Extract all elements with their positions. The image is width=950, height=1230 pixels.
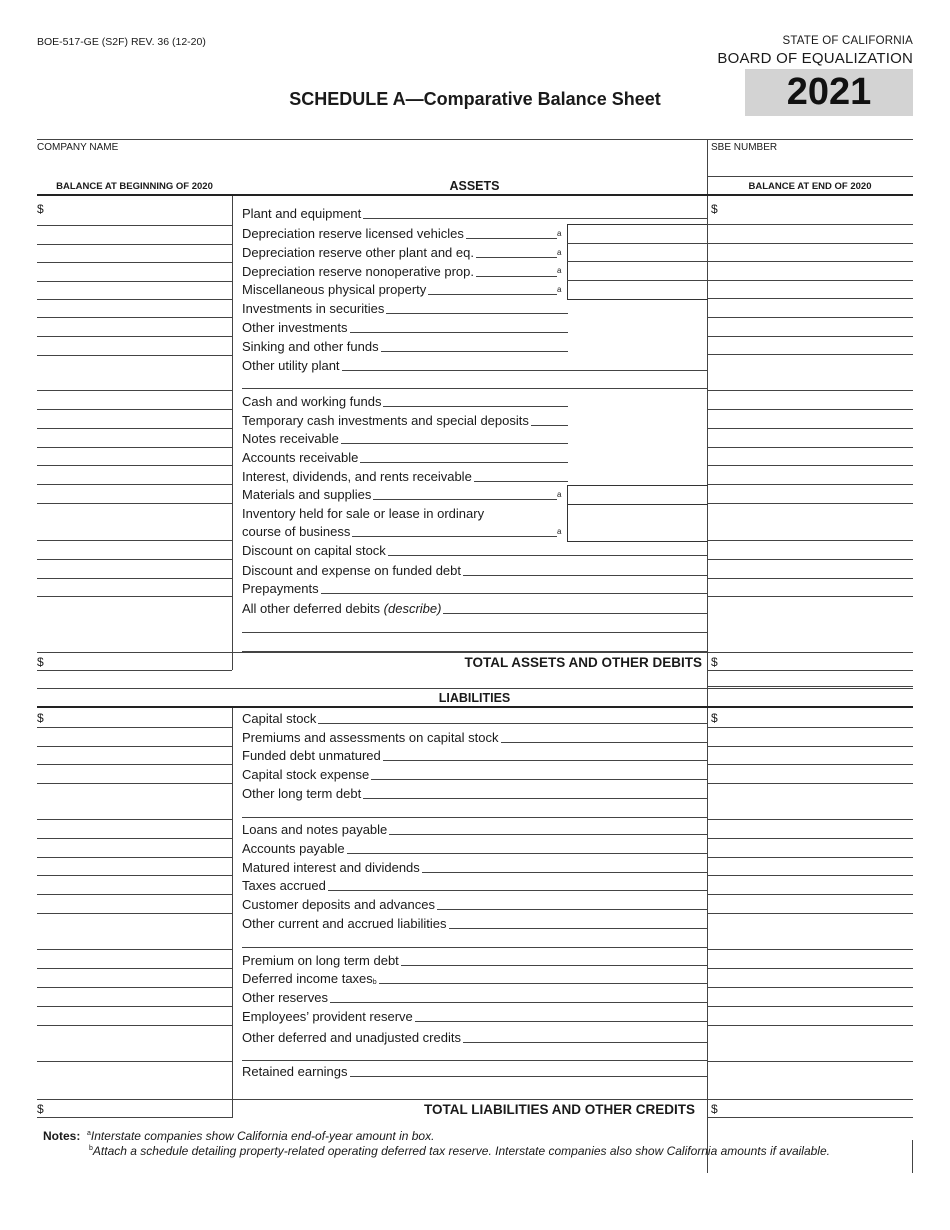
end-rule	[707, 968, 913, 969]
asset-investments-securities: Investments in securities	[242, 301, 568, 316]
end-rule	[707, 243, 913, 244]
end-rule	[707, 913, 913, 914]
liabilities-heading: LIABILITIES	[438, 691, 511, 705]
footnote-a-mark: a	[557, 266, 562, 275]
page-title: SCHEDULE A—Comparative Balance Sheet	[289, 89, 661, 109]
footnote-a-mark: a	[557, 285, 562, 294]
begin-rule	[37, 1117, 232, 1118]
assets-total-top-rule	[37, 652, 913, 653]
end-rule	[707, 503, 913, 504]
liab-premiums-capital-stock: Premiums and assessments on capital stock	[242, 730, 707, 745]
end-rule	[707, 484, 913, 485]
end-dollar-sign: $	[711, 1102, 718, 1116]
footnote-a-mark: a	[557, 248, 562, 257]
begin-rule	[37, 819, 232, 820]
begin-rule	[37, 968, 232, 969]
begin-rule	[37, 447, 232, 448]
end-rule	[707, 764, 913, 765]
begin-rule	[37, 390, 232, 391]
begin-rule	[37, 503, 232, 504]
begin-dollar-sign: $	[37, 711, 44, 725]
end-rule	[707, 746, 913, 747]
asset-dep-licensed-vehicles: Depreciation reserve licensed vehicles	[242, 226, 557, 241]
end-rule	[707, 409, 913, 410]
end-rule	[707, 224, 913, 225]
begin-rule	[37, 299, 232, 300]
sbe-number-label: SBE NUMBER	[711, 142, 778, 153]
footnote-a-mark: a	[557, 527, 562, 536]
end-rule	[707, 819, 913, 820]
end-rule	[707, 1117, 913, 1118]
liab-capital-stock-expense: Capital stock expense	[242, 767, 707, 782]
liab-employees-provident: Employees’ provident reserve	[242, 1009, 707, 1024]
california-amount-box[interactable]	[567, 504, 708, 542]
begin-rule	[37, 949, 232, 950]
begin-rule	[37, 336, 232, 337]
liab-loans-notes: Loans and notes payable	[242, 822, 707, 837]
end-rule	[707, 280, 913, 281]
begin-rule	[37, 578, 232, 579]
begin-rule	[37, 1025, 232, 1026]
begin-rule	[37, 225, 232, 226]
begin-rule	[37, 559, 232, 560]
end-rule	[707, 354, 913, 355]
end-rule	[707, 1061, 913, 1062]
box-divider	[567, 243, 707, 244]
begin-rule	[37, 244, 232, 245]
end-rule	[707, 317, 913, 318]
asset-cash-working-funds: Cash and working funds	[242, 394, 568, 409]
asset-misc-physical: Miscellaneous physical property	[242, 282, 557, 297]
asset-discount-capital-stock: Discount on capital stock	[242, 543, 707, 558]
end-rule	[707, 447, 913, 448]
asset-inventory-line1: Inventory held for sale or lease in ordinary	[242, 506, 485, 521]
end-rule	[707, 670, 913, 671]
liab-funded-debt: Funded debt unmatured	[242, 748, 707, 763]
begin-rule	[37, 428, 232, 429]
begin-dollar-sign: $	[37, 202, 44, 216]
asset-plant-equipment: Plant and equipment	[242, 206, 707, 221]
asset-sinking-funds: Sinking and other funds	[242, 339, 568, 354]
begin-rule	[37, 670, 232, 671]
begin-rule	[37, 987, 232, 988]
assets-left-rule	[232, 196, 233, 670]
begin-rule	[37, 484, 232, 485]
begin-rule	[37, 262, 232, 263]
end-rule	[707, 578, 913, 579]
company-name-label: COMPANY NAME	[37, 142, 119, 153]
assets-total-label: TOTAL ASSETS AND OTHER DEBITS	[464, 655, 702, 670]
footnote-a-mark: a	[557, 490, 562, 499]
footnote-a-mark: a	[557, 229, 562, 238]
end-rule	[707, 783, 913, 784]
begin-rule	[37, 1061, 232, 1062]
end-rule	[707, 540, 913, 541]
asset-notes-receivable: Notes receivable	[242, 431, 568, 446]
liabilities-top-rule	[37, 688, 913, 689]
liab-other-long-term-debt: Other long term debt	[242, 786, 707, 801]
asset-second-line	[242, 388, 707, 389]
begin-rule	[37, 465, 232, 466]
end-rule	[707, 949, 913, 950]
begin-rule	[37, 540, 232, 541]
end-rule	[707, 596, 913, 597]
assets-heading: ASSETS	[449, 179, 500, 193]
end-rule	[707, 857, 913, 858]
liab-capital-stock: Capital stock	[242, 711, 707, 726]
liab-matured-interest: Matured interest and dividends	[242, 860, 707, 875]
liabilities-left-rule	[232, 708, 233, 1118]
end-dollar-sign: $	[711, 711, 718, 725]
begin-rule	[37, 746, 232, 747]
begin-rule	[37, 894, 232, 895]
liab-other-reserves: Other reserves	[242, 990, 707, 1005]
begin-rule	[37, 913, 232, 914]
sbe-number-field[interactable]	[709, 154, 912, 174]
begin-rule	[37, 317, 232, 318]
asset-temporary-cash: Temporary cash investments and special deposits	[242, 413, 568, 428]
begin-rule	[37, 1006, 232, 1007]
end-rule	[707, 261, 913, 262]
asset-other-utility-plant: Other utility plant	[242, 358, 707, 373]
begin-rule	[37, 727, 232, 728]
begin-dollar-sign: $	[37, 1102, 44, 1116]
liab-second-line	[242, 947, 707, 948]
company-name-field[interactable]	[38, 154, 706, 174]
begin-rule	[37, 409, 232, 410]
liab-taxes-accrued: Taxes accrued	[242, 878, 707, 893]
asset-prepayments: Prepayments	[242, 581, 707, 596]
end-rule	[707, 686, 913, 687]
begin-rule	[37, 783, 232, 784]
box-divider	[567, 261, 707, 262]
end-dollar-sign: $	[711, 655, 718, 669]
asset-accounts-receivable: Accounts receivable	[242, 450, 568, 465]
asset-inventory-line2: course of business	[242, 524, 557, 539]
note-b: $^b$Attach a schedule detailing property-related operating deferred tax reserve. Interstate companies also show California amounts if available.	[89, 1144, 830, 1158]
end-rule	[707, 894, 913, 895]
california-amount-box[interactable]	[567, 224, 708, 300]
end-rule	[707, 987, 913, 988]
liab-accounts-payable: Accounts payable	[242, 841, 707, 856]
asset-dep-nonoperative: Depreciation reserve nonoperative prop.	[242, 264, 557, 279]
state-label: STATE OF CALIFORNIA	[782, 35, 913, 47]
note-a: Notes: $^a$Interstate companies show California end-of-year amount in box.	[43, 1129, 435, 1143]
asset-discount-funded-debt: Discount and expense on funded debt	[242, 563, 707, 578]
end-rule	[707, 559, 913, 560]
end-rule	[707, 875, 913, 876]
california-amount-box[interactable]	[567, 485, 708, 505]
end-rule	[707, 298, 913, 299]
liab-premium-long-term: Premium on long term debt	[242, 953, 707, 968]
liab-second-line	[242, 817, 707, 818]
liab-deferred-income-taxes: Deferred income taxes $_b$	[242, 971, 707, 986]
liabilities-heading-rule	[37, 706, 913, 708]
end-rule	[707, 838, 913, 839]
begin-dollar-sign: $	[37, 655, 44, 669]
sbe-bottom-rule	[707, 176, 913, 177]
liabilities-total-top-rule	[37, 1099, 913, 1100]
begin-rule	[37, 764, 232, 765]
liab-other-deferred-credits: Other deferred and unadjusted credits	[242, 1030, 707, 1045]
begin-rule	[37, 355, 232, 356]
liab-other-current: Other current and accrued liabilities	[242, 916, 707, 931]
begin-rule	[37, 596, 232, 597]
begin-rule	[37, 857, 232, 858]
liab-retained-earnings: Retained earnings	[242, 1064, 707, 1079]
end-rule	[707, 1006, 913, 1007]
asset-interest-receivable: Interest, dividends, and rents receivable	[242, 469, 568, 484]
box-divider	[567, 280, 707, 281]
begin-rule	[37, 875, 232, 876]
top-rule	[37, 139, 913, 140]
board-label: BOARD OF EQUALIZATION	[717, 50, 913, 67]
asset-other-investments: Other investments	[242, 320, 568, 335]
begin-rule	[37, 838, 232, 839]
begin-rule	[37, 281, 232, 282]
end-column-heading: BALANCE AT END OF 2020	[748, 181, 872, 192]
liabilities-total-label: TOTAL LIABILITIES AND OTHER CREDITS	[423, 1102, 695, 1117]
end-rule	[707, 428, 913, 429]
asset-dep-other-plant: Depreciation reserve other plant and eq.	[242, 245, 557, 260]
year-box: 2021	[745, 69, 913, 116]
asset-all-other-deferred: All other deferred debits (describe)	[242, 601, 707, 616]
end-rule	[707, 336, 913, 337]
end-rule	[707, 390, 913, 391]
asset-materials-supplies: Materials and supplies	[242, 487, 557, 502]
liab-second-line	[242, 1060, 707, 1061]
end-rule	[707, 727, 913, 728]
assets-heading-rule	[37, 194, 913, 196]
asset-describe-line	[242, 632, 707, 633]
end-dollar-sign: $	[711, 202, 718, 216]
end-rule	[707, 465, 913, 466]
right-edge-rule	[912, 1140, 913, 1173]
end-rule	[707, 1025, 913, 1026]
liab-customer-deposits: Customer deposits and advances	[242, 897, 707, 912]
form-number: BOE-517-GE (S2F) REV. 36 (12-20)	[37, 36, 206, 48]
begin-column-heading: BALANCE AT BEGINNING OF 2020	[56, 181, 213, 192]
